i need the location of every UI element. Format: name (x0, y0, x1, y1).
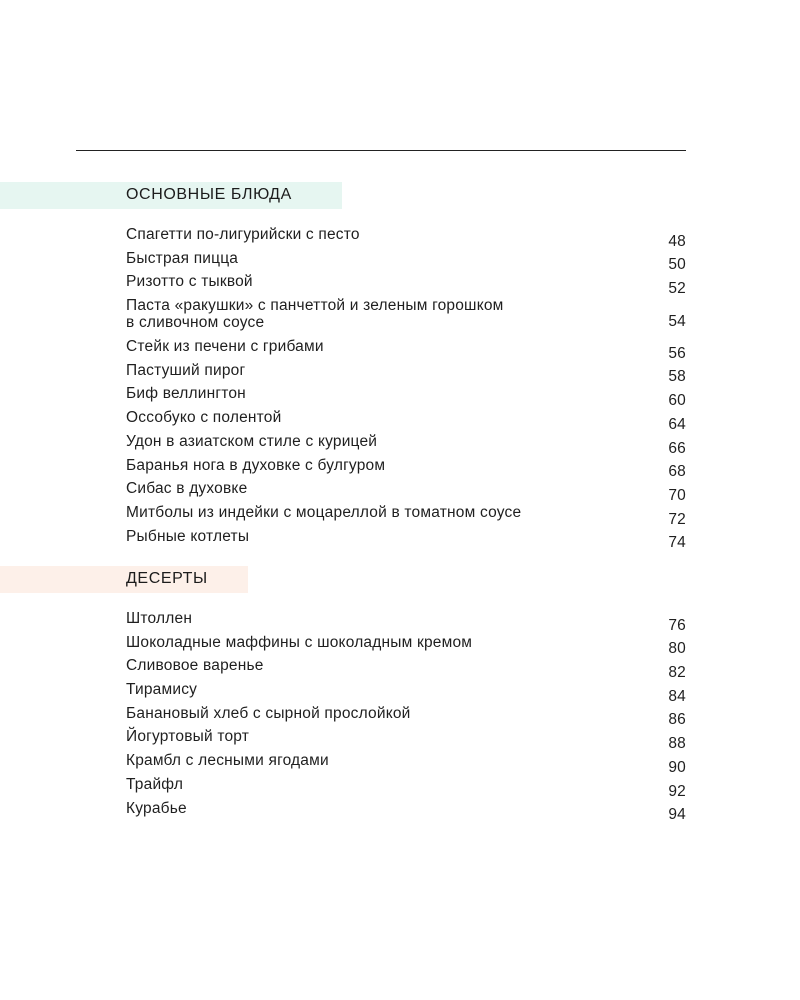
entry-title: Биф веллингтон (126, 385, 246, 403)
entry-page: 66 (668, 439, 686, 457)
entry-page: 80 (668, 640, 686, 658)
toc-entry[interactable] (126, 504, 686, 528)
toc-entry[interactable] (126, 385, 686, 409)
entry-page: 52 (668, 280, 686, 298)
entry-page: 56 (668, 344, 686, 362)
entry-title: Сибас в духовке (126, 480, 248, 498)
toc-entry[interactable] (126, 752, 686, 776)
toc-entry[interactable] (126, 728, 686, 752)
entry-page: 72 (668, 510, 686, 528)
toc-list-desserts (126, 610, 686, 823)
entry-title: Йогуртовый торт (126, 728, 250, 746)
entry-title: Оссобуко с полентой (126, 409, 282, 427)
entry-page: 70 (668, 486, 686, 504)
toc-entry[interactable] (126, 250, 686, 274)
entry-title: Рыбные котлеты (126, 527, 250, 545)
entry-page: 92 (668, 782, 686, 800)
entry-title: Курабье (126, 799, 187, 817)
toc-entry[interactable] (126, 409, 686, 433)
entry-title: Стейк из печени с грибами (126, 338, 324, 356)
section-title: ОСНОВНЫЕ БЛЮДА (126, 186, 292, 203)
entry-title: Крамбл с лесными ягодами (126, 752, 329, 770)
toc-entry[interactable] (126, 776, 686, 800)
toc-entry[interactable] (126, 273, 686, 297)
entry-page: 94 (668, 806, 686, 824)
entry-page: 88 (668, 735, 686, 753)
entry-page: 68 (668, 463, 686, 481)
section-title: ДЕСЕРТЫ (126, 570, 208, 587)
entry-title: Штоллен (126, 610, 193, 627)
entry-page: 82 (668, 664, 686, 682)
entry-title: Паста «ракушки» с панчеттой и зеленым горошком (126, 297, 504, 315)
toc-entry[interactable] (126, 610, 686, 634)
toc-entry[interactable] (126, 705, 686, 729)
entry-page: 60 (668, 392, 686, 410)
entry-page: 58 (668, 368, 686, 386)
entry-title: Банановый хлеб с сырной прослойкой (126, 704, 411, 722)
entry-title: Ризотто с тыквой (126, 273, 253, 291)
entry-title: Быстрая пицца (126, 249, 239, 267)
entry-title: Шоколадные маффины с шоколадным кремом (126, 633, 473, 651)
toc-entry[interactable] (126, 297, 686, 338)
toc-entry[interactable] (126, 528, 686, 552)
entry-page: 54 (668, 313, 686, 331)
entry-title: Сливовое варенье (126, 657, 264, 675)
entry-page: 86 (668, 711, 686, 729)
toc-entry[interactable] (126, 338, 686, 362)
toc-entry[interactable] (126, 480, 686, 504)
entry-title: Пастуший пирог (126, 361, 246, 379)
entry-title-continued: в сливочном соусе (126, 314, 265, 332)
entry-page: 50 (668, 256, 686, 274)
entry-title: Трайфл (126, 775, 184, 793)
entry-title: Митболы из индейки с моцареллой в томатном соусе (126, 503, 522, 521)
entry-page: 74 (668, 534, 686, 552)
toc-entry[interactable] (126, 362, 686, 386)
toc-entry[interactable] (126, 800, 686, 824)
entry-page: 48 (668, 232, 686, 250)
toc-entry[interactable] (126, 433, 686, 457)
toc-entry[interactable] (126, 634, 686, 658)
entry-page: 84 (668, 687, 686, 705)
entry-title: Спагетти по-лигурийски с песто (126, 226, 360, 243)
entry-page: 90 (668, 758, 686, 776)
entry-title: Баранья нога в духовке с булгуром (126, 456, 386, 474)
entry-page: 64 (668, 415, 686, 433)
section-band (0, 566, 248, 593)
entry-title: Удон в азиатском стиле с курицей (126, 432, 378, 450)
toc-entry[interactable] (126, 681, 686, 705)
toc-entry[interactable] (126, 226, 686, 250)
toc-entry[interactable] (126, 657, 686, 681)
top-divider (76, 150, 686, 151)
toc-list-main-dishes (126, 226, 686, 551)
toc-entry[interactable] (126, 457, 686, 481)
entry-page: 76 (668, 616, 686, 634)
entry-title: Тирамису (126, 681, 198, 699)
